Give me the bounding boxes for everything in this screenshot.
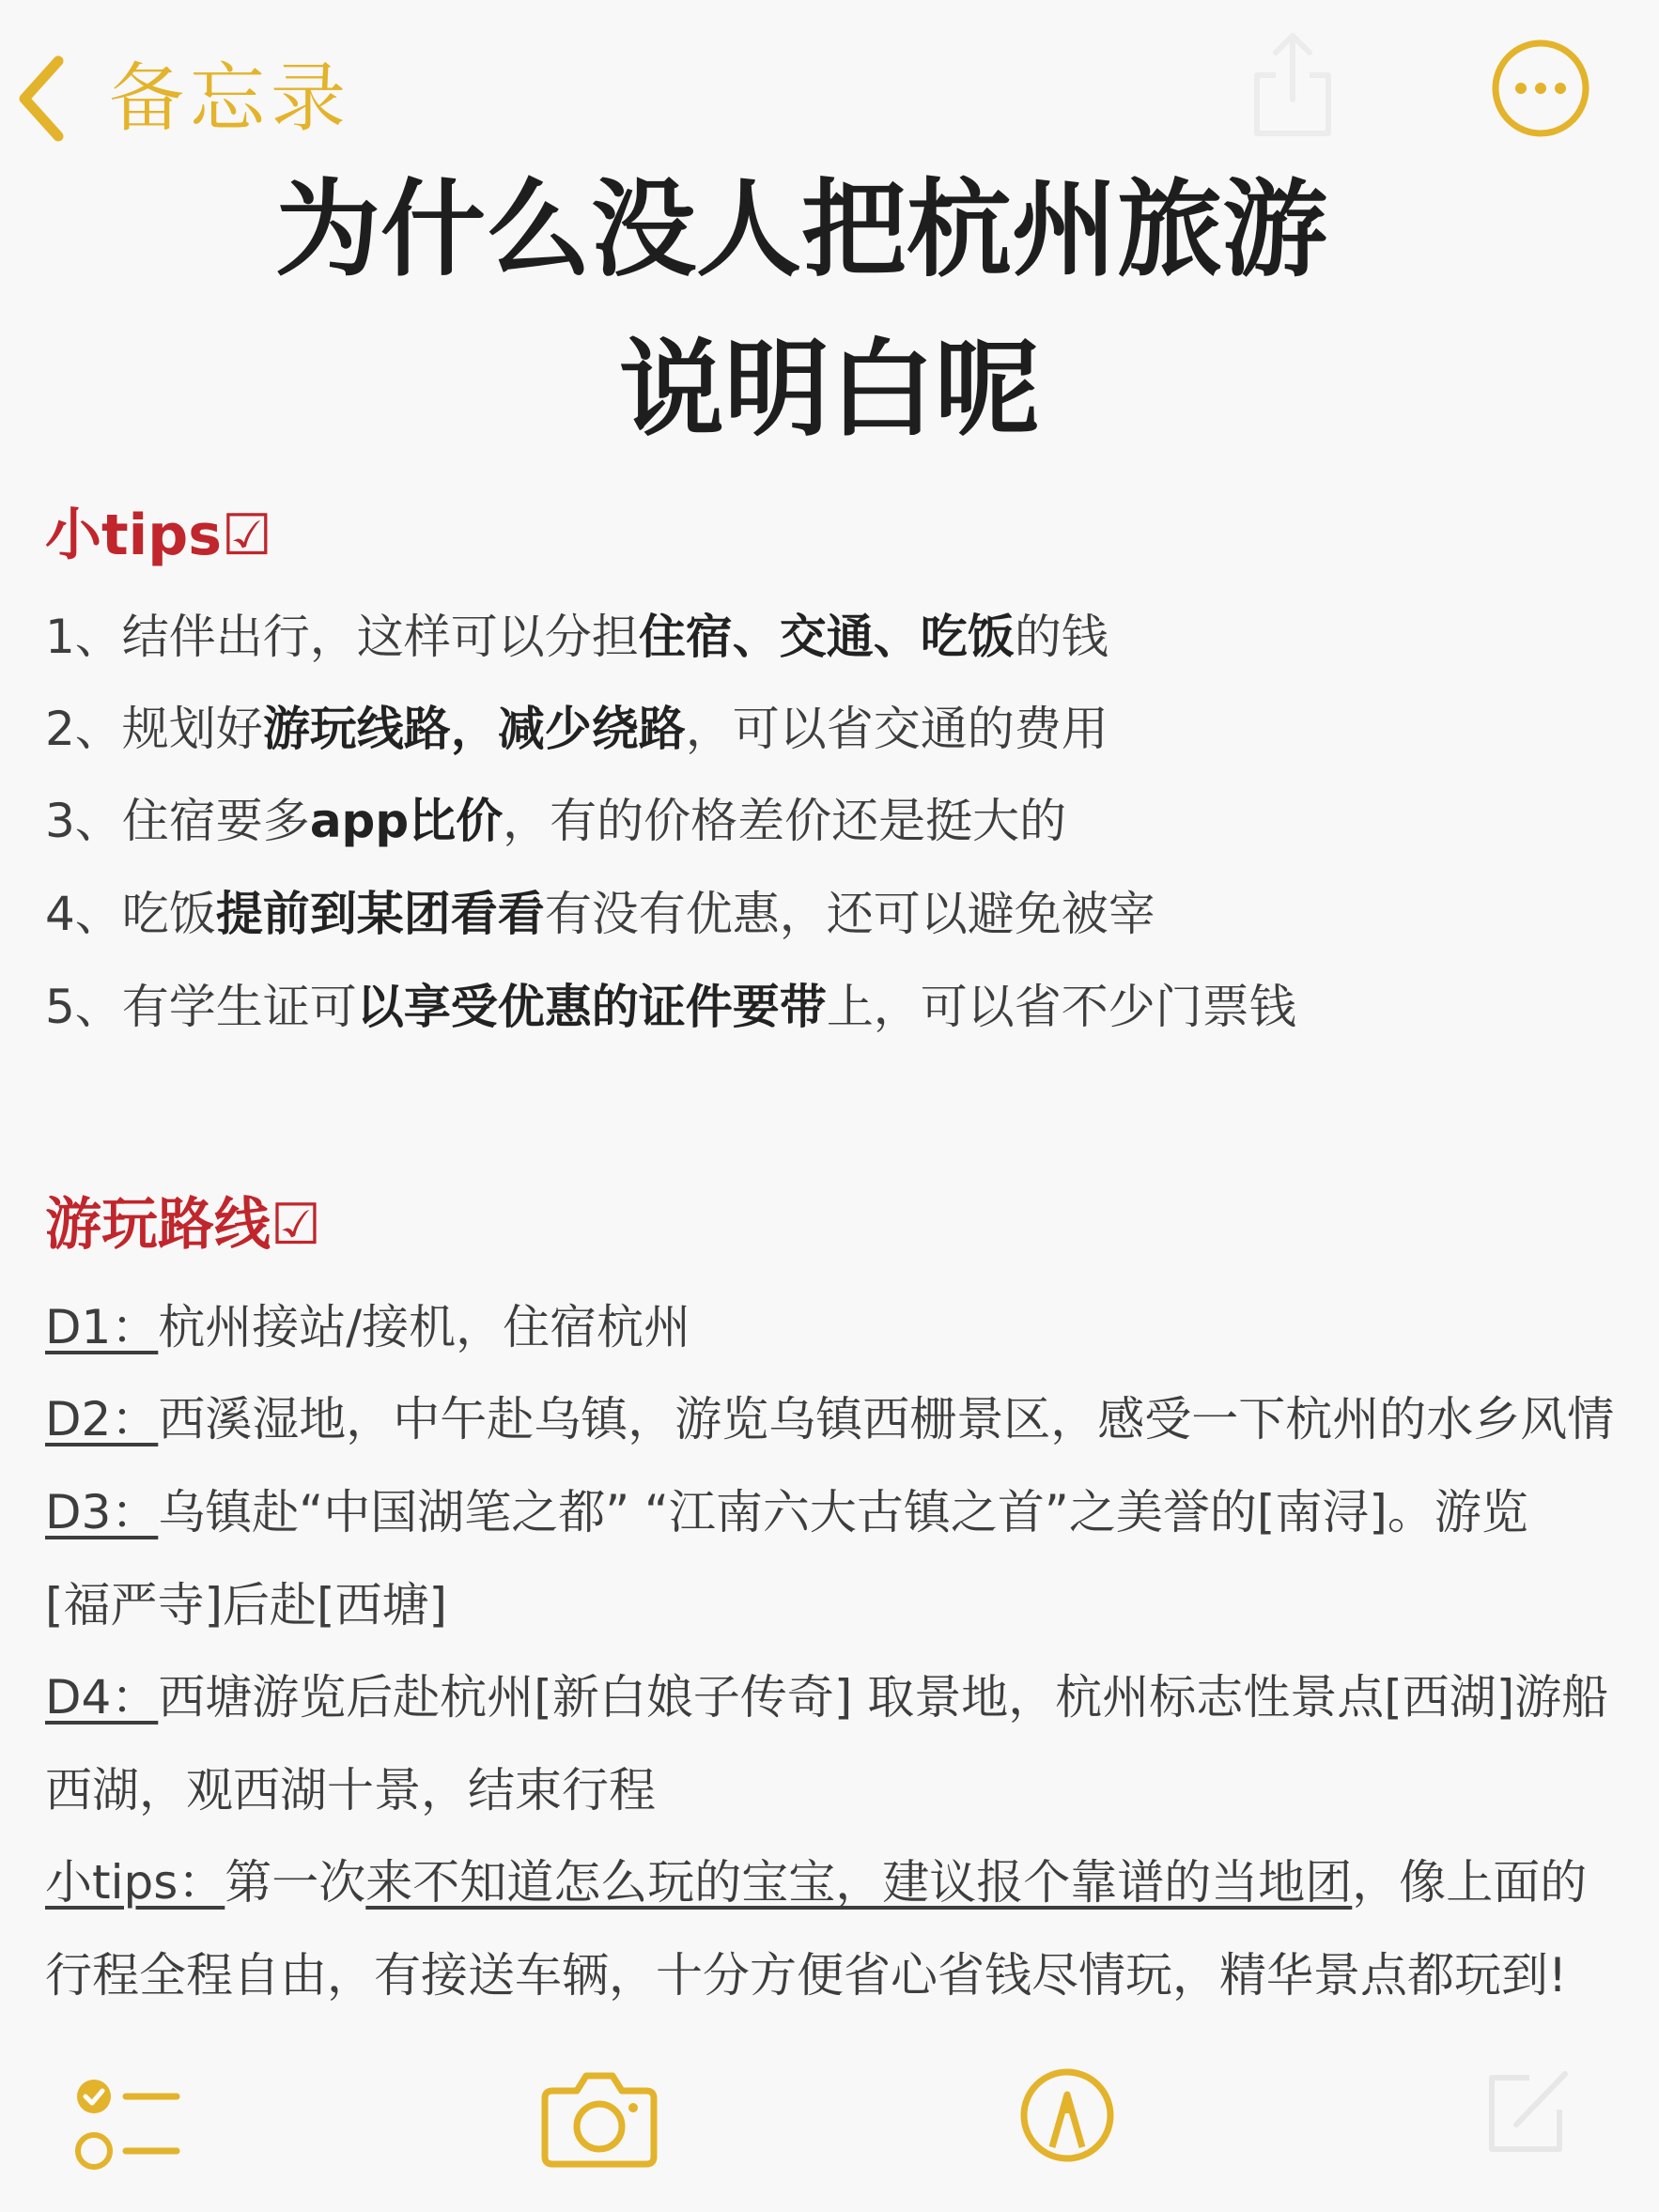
share-icon (1248, 28, 1338, 141)
route-day-3-cont: [福严寺]后赴[西塘] (45, 1578, 448, 1632)
note-title-line2: 说明白呢 (619, 329, 1040, 451)
day-label: D3： (45, 1485, 159, 1539)
tips-heading: 小tips☑ (45, 503, 272, 568)
back-button[interactable] (13, 47, 351, 150)
bottom-toolbar (0, 2048, 1659, 2212)
day-label: D4： (45, 1670, 159, 1725)
day-label: D2： (45, 1392, 159, 1446)
chevron-left-icon (13, 52, 70, 146)
tip-item-5: 5、有学生证可以享受优惠的证件要带上，可以省不少门票钱 (45, 980, 1296, 1034)
tip-item-3: 3、住宿要多app比价，有的价格差价还是挺大的 (45, 794, 1067, 848)
back-label: 备忘录 (109, 54, 351, 142)
route-tip: 小tips：第一次来不知道怎么玩的宝宝，建议报个靠谱的当地团，像上面的 (45, 1855, 1588, 1910)
checklist-icon (73, 2074, 182, 2177)
tip-item-4: 4、吃饭提前到某团看看有没有优惠，还可以避免被宰 (45, 887, 1155, 941)
route-day-4-cont: 西湖，观西湖十景，结束行程 (45, 1763, 656, 1818)
tip-item-2: 2、规划好游玩线路，减少绕路，可以省交通的费用 (45, 702, 1109, 756)
route-day-2: D2：西溪湿地，中午赴乌镇，游览乌镇西栅景区，感受一下杭州的水乡风情 (45, 1392, 1615, 1446)
compose-icon (1479, 2065, 1573, 2158)
note-title-line1: 为什么没人把杭州旅游 (275, 169, 1327, 291)
top-navigation-bar (0, 0, 1659, 178)
more-button[interactable] (1490, 38, 1591, 139)
tip-item-1: 1、结伴出行，这样可以分担住宿、交通、吃饭的钱 (45, 610, 1109, 664)
camera-button[interactable] (539, 2068, 659, 2170)
compose-button[interactable] (1479, 2065, 1573, 2158)
checklist-button[interactable] (73, 2074, 182, 2177)
more-icon (1490, 38, 1591, 139)
route-heading: 游玩路线☑ (45, 1192, 321, 1258)
route-day-4: D4：西塘游览后赴杭州[新白娘子传奇] 取景地，杭州标志性景点[西湖]游船 (45, 1670, 1609, 1725)
route-day-3: D3：乌镇赴“中国湖笔之都” “江南六大古镇之首”之美誉的[南浔]。游览 (45, 1485, 1528, 1539)
share-button[interactable] (1248, 28, 1338, 141)
markup-button[interactable] (1018, 2066, 1116, 2164)
day-label: D1： (45, 1300, 159, 1354)
camera-icon (539, 2068, 659, 2170)
route-tip-cont: 行程全程自由，有接送车辆，十分方便省心省钱尽情玩，精华景点都玩到! (45, 1948, 1568, 2003)
markup-icon (1018, 2066, 1116, 2164)
route-day-1: D1：杭州接站/接机，住宿杭州 (45, 1300, 691, 1354)
